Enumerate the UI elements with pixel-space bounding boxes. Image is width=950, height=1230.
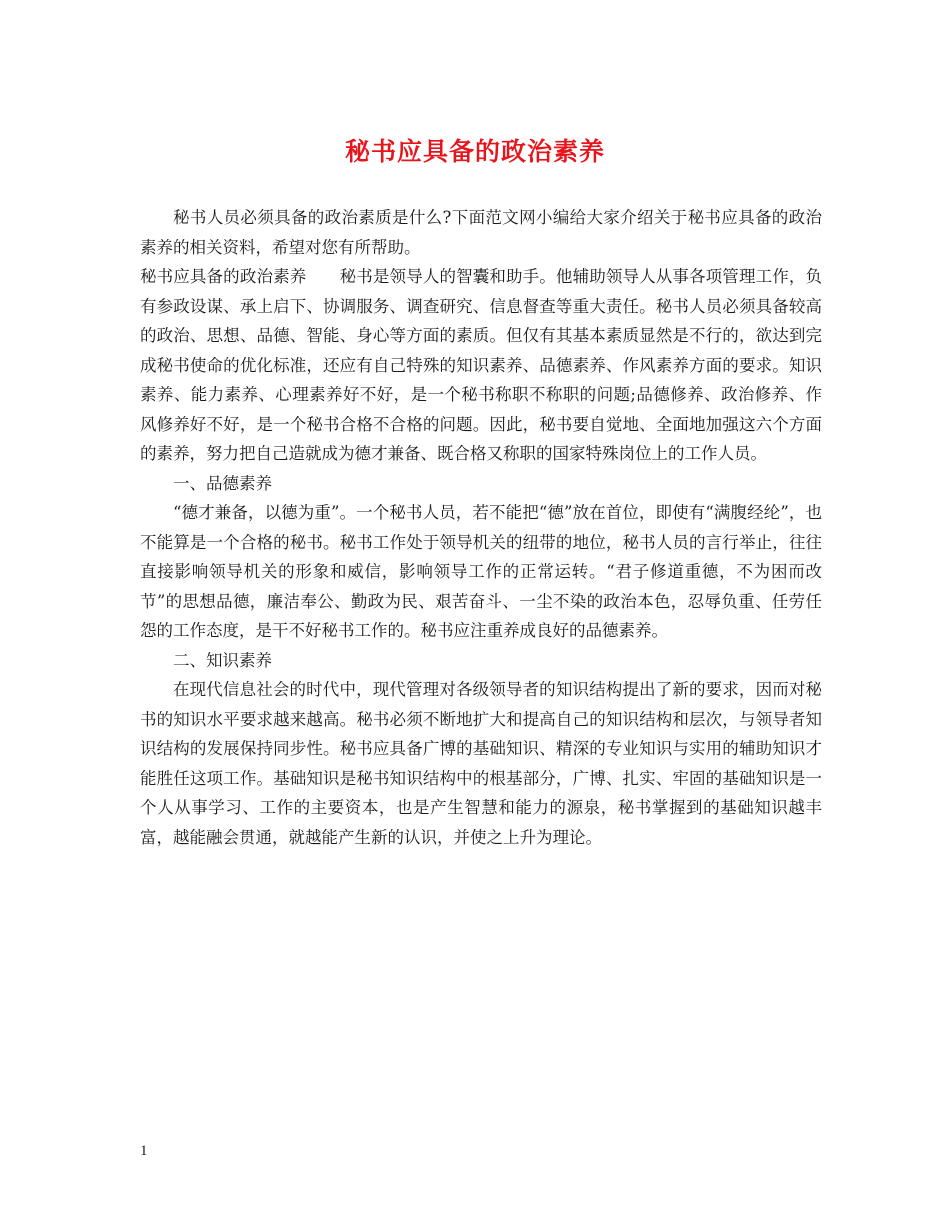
document-body bbox=[140, 203, 822, 852]
page-number: 1 bbox=[140, 1143, 148, 1159]
section-paragraph-2: 在现代信息社会的时代中，现代管理对各级领导者的知识结构提出了新的要求，因而对秘书的知识水平要求越来越高。秘书必须不断地扩大和提高自己的知识结构和层次，与领导者知识结构的发展保持同步性。秘书应具备广博的基础知识、精深的专业知识与实用的辅助知识才能胜任这项工作。基础知识是秘书知识结构中的根基部分，广博、扎实、牢固的基础知识是一个人从事学习、工作的主要资本，也是产生智慧和能力的源泉，秘书掌握到的基础知识越丰富，越能融会贯通，就越能产生新的认识，并使之上升为理论。 bbox=[140, 680, 822, 847]
document-title: 秘书应具备的政治素养 bbox=[344, 137, 605, 166]
section-heading-1: 一、品德素养 bbox=[173, 473, 272, 493]
section-paragraph-1: “德才兼备，以德为重”。一个秘书人员，若不能把“德”放在首位，即使有“满腹经纶”，也不能算是一个合格的秘书。秘书工作处于领导机关的纽带的地位，秘书人员的言行举止，往往直接影响领导机关的形象和威信，影响领导工作的正常运转。“君子修道重德，不为困而改节”的思想品德，廉洁奉公、勤政为民、艰苦奋斗、一尘不染的政治本色，忍辱负重、任劳任怨的工作态度，是干不好秘书工作的。秘书应注重养成良好的品德素养。 bbox=[140, 503, 822, 640]
overview-paragraph: 秘书应具备的政治素养 秘书是领导人的智囊和助手。他辅助领导人从事各项管理工作，负有参政设谋、承上启下、协调服务、调查研究、信息督查等重大责任。秘书人员必须具备较高的政治、思想、品德、智能、身心等方面的素质。但仅有其基本素质显然是不行的，欲达到完成秘书使命的优化标准，还应有自己特殊的知识素养、品德素养、作风素养方面的要求。知识素养、能力素养、心理素养好不好，是一个秘书称职不称职的问题;品德修养、政治修养、作风修养好不好，是一个秘书合格不合格的问题。因此，秘书要自觉地、全面地加强这六个方面的素养，努力把自己造就成为德才兼备、既合格又称职的国家特殊岗位上的工作人员。 bbox=[140, 267, 822, 463]
section-heading-2: 二、知识素养 bbox=[173, 650, 272, 670]
intro-paragraph: 秘书人员必须具备的政治素质是什么?下面范文网小编给大家介绍关于秘书应具备的政治素养的相关资料，希望对您有所帮助。 bbox=[140, 208, 822, 257]
